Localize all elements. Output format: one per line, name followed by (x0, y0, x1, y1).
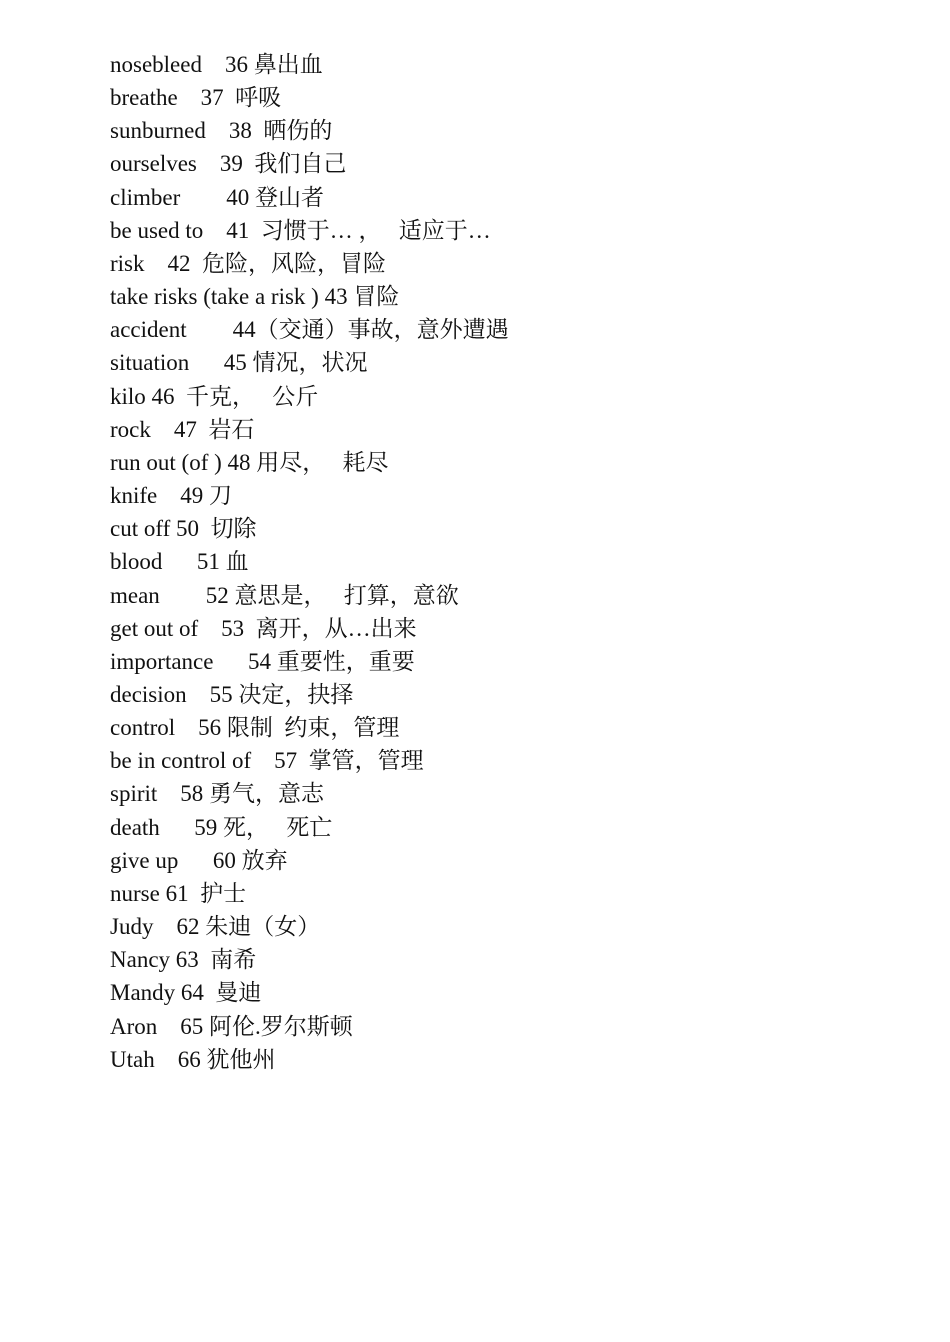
vocab-entry-61: nurse 61 护士 (110, 880, 247, 906)
vocab-entry-64: Mandy 64 曼迪 (110, 980, 262, 1006)
vocab-entry-44: accident 44（交通）事故，意外遭遇 (110, 317, 509, 343)
vocab-entry-45: situation 45 情况，状况 (110, 350, 368, 376)
vocab-entry-41: be used to 41 习惯于… ， 适应于… (110, 217, 491, 243)
vocab-entry-43: take risks (take a risk ) 43 冒险 (110, 284, 400, 310)
vocab-entry-58: spirit 58 勇气，意志 (110, 781, 325, 807)
vocab-entry-55: decision 55 决定，抉择 (110, 681, 354, 707)
vocab-entry-57: be in control of 57 掌管，管理 (110, 748, 424, 774)
vocab-entry-53: get out of 53 离开，从…出来 (110, 615, 417, 641)
vocab-entry-59: death 59 死， 死亡 (110, 814, 333, 840)
vocab-entry-40: climber 40 登山者 (110, 184, 324, 210)
vocab-entry-62: Judy 62 朱迪（女） (110, 914, 321, 940)
vocab-entry-51: blood 51 血 (110, 549, 249, 575)
vocab-entry-47: rock 47 岩石 (110, 416, 255, 442)
vocab-entry-38: sunburned 38 晒伤的 (110, 118, 333, 144)
vocab-entry-60: give up 60 放弃 (110, 847, 288, 873)
vocab-entry-52: mean 52 意思是， 打算，意欲 (110, 582, 459, 608)
vocab-entry-63: Nancy 63 南希 (110, 947, 257, 973)
vocab-entry-36: nosebleed 36 鼻出血 (110, 52, 323, 77)
vocab-entry-50: cut off 50 切除 (110, 516, 257, 542)
vocab-entry-65: Aron 65 阿伦.罗尔斯顿 (110, 1013, 353, 1039)
vocab-entry-37: breathe 37 呼吸 (110, 85, 282, 111)
vocab-entry-54: importance 54 重要性，重要 (110, 648, 415, 674)
vocab-entry-66: Utah 66 犹他州 (110, 1046, 276, 1072)
vocab-entry-46: kilo 46 千克， 公斤 (110, 383, 319, 409)
vocab-entry-56: control 56 限制 约束，管理 (110, 715, 400, 741)
vocab-entry-39: ourselves 39 我们自己 (110, 151, 347, 177)
vocab-entry-42: risk 42 危险，风险，冒险 (110, 250, 386, 276)
vocab-entry-48: run out (of ) 48 用尽， 耗尽 (110, 449, 389, 475)
vocabulary-list (110, 48, 910, 1076)
vocab-entry-49: knife 49 刀 (110, 483, 233, 509)
